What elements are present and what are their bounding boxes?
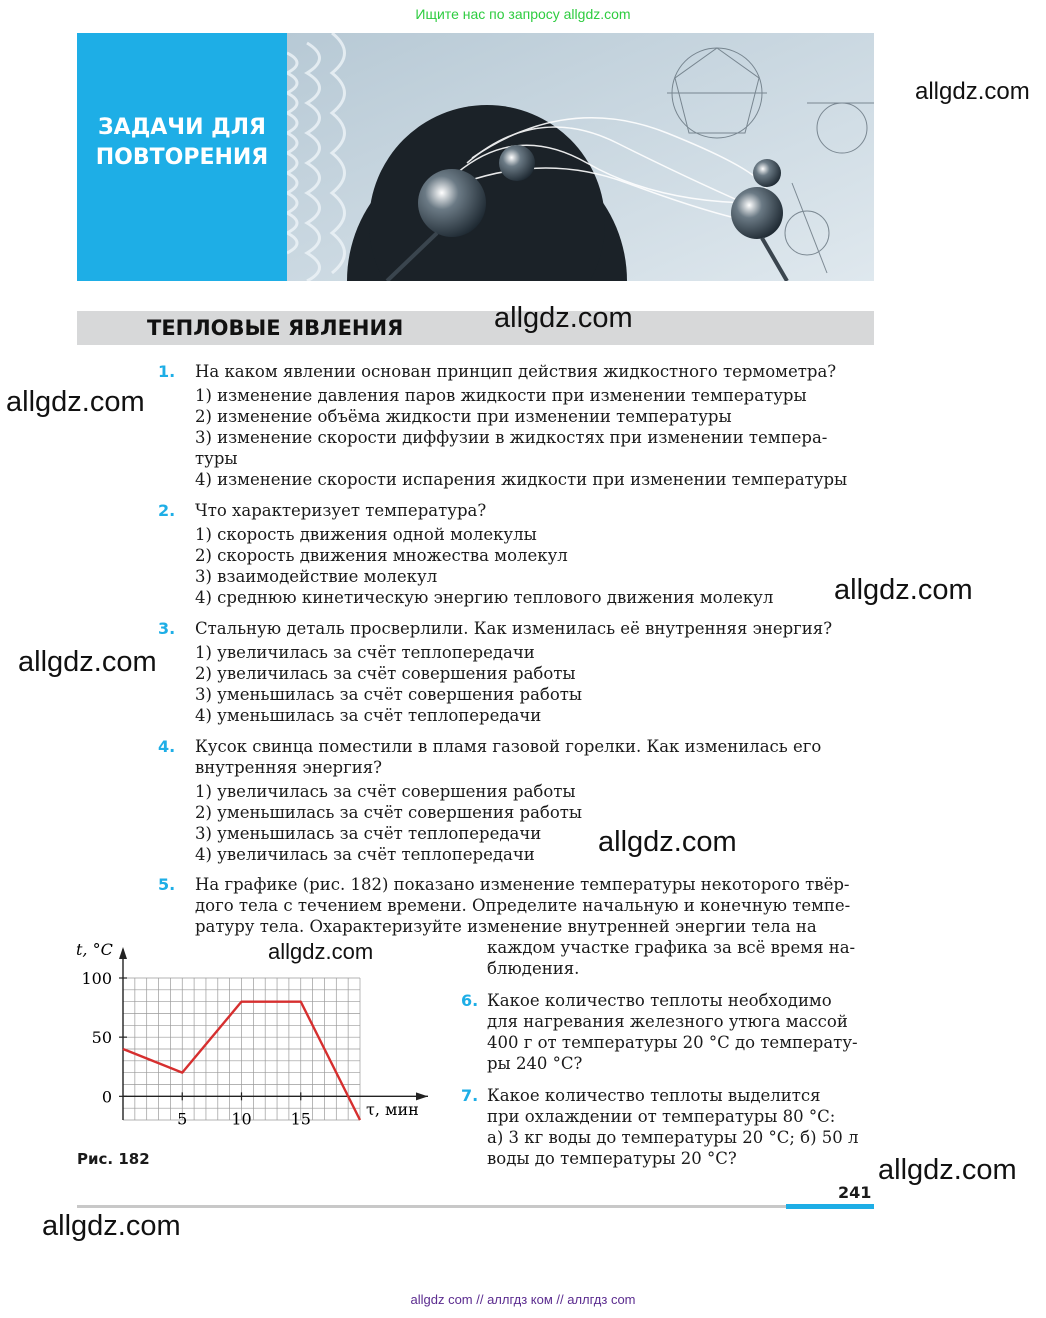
banner-art-svg [287, 33, 874, 281]
watermark: allgdz.com [18, 646, 157, 678]
bottom-links[interactable]: allgdz com // аллгдз ком // аллгдз com [410, 1292, 636, 1307]
watermark: allgdz.com [915, 78, 1030, 105]
answer-option: 2) увеличилась за счёт совершения работы [195, 664, 576, 683]
question-text: воды до температуры 20 °С? [487, 1149, 737, 1168]
x-tick-label: 10 [231, 1109, 252, 1129]
question-text: Стальную деталь просверлили. Как изменилась её внутренняя энергия? [195, 619, 833, 638]
question-number: 4. [158, 737, 176, 756]
question-text: ры 240 °С? [487, 1054, 583, 1073]
question-text: Какое количество теплоты необходимо [487, 991, 832, 1010]
figure-caption: Рис. 182 [77, 1150, 150, 1168]
banner-title-line1: ЗАДАЧИ ДЛЯ [98, 115, 266, 140]
question-text: Что характеризует температура? [195, 501, 487, 520]
x-axis-label: τ, мин [366, 1100, 419, 1119]
question-number: 5. [158, 875, 176, 894]
question-text: На каком явлении основан принцип действия жидкостного термометра? [195, 362, 837, 381]
answer-option: 1) изменение давления паров жидкости при изменении температуры [195, 386, 807, 405]
watermark: allgdz.com [834, 574, 973, 606]
temperature-time-chart [70, 935, 440, 1140]
question-text: Какое количество теплоты выделится [487, 1086, 821, 1105]
y-tick-label: 50 [91, 1028, 112, 1048]
watermark: allgdz.com [268, 939, 374, 964]
question-text: каждом участке графика за всё время на- [487, 938, 856, 957]
y-axis-label: t, °C [76, 940, 113, 959]
section-header [77, 311, 874, 345]
question-number: 6. [461, 991, 479, 1010]
banner-title [77, 113, 287, 173]
y-tick-label: 100 [81, 969, 112, 988]
question-text: внутренняя энергия? [195, 758, 382, 777]
question-text: блюдения. [487, 959, 580, 978]
answer-option: 1) увеличилась за счёт совершения работы [195, 782, 576, 801]
watermark: allgdz.com [878, 1154, 1017, 1186]
answer-option: 3) уменьшилась за счёт совершения работы [195, 685, 583, 704]
question-text: при охлаждении от температуры 80 °С: [487, 1107, 836, 1126]
question-number: 2. [158, 501, 176, 520]
chart-axes [119, 947, 428, 1120]
answer-option: 2) скорость движения множества молекул [195, 546, 568, 565]
question-text: а) 3 кг воды до температуры 20 °С; б) 50 л [487, 1128, 859, 1147]
answer-option: 1) скорость движения одной молекулы [195, 525, 537, 544]
question-text: для нагревания железного утюга массой [487, 1012, 848, 1031]
page-number: 241 [838, 1183, 872, 1202]
watermark: allgdz.com [598, 826, 737, 858]
top-search-link[interactable]: Ищите нас по запросу allgdz.com [415, 6, 631, 22]
footer-accent [786, 1204, 874, 1209]
answer-option: 1) увеличилась за счёт теплопередачи [195, 643, 535, 662]
banner-title-line2: ПОВТОРЕНИЯ [95, 145, 269, 170]
question-text: ратуру тела. Охарактеризуйте изменение внутренней энергии тела на [195, 917, 817, 936]
x-tick-label: 15 [290, 1109, 311, 1129]
section-title: ТЕПЛОВЫЕ ЯВЛЕНИЯ [147, 316, 404, 340]
y-tick-label: 0 [101, 1087, 112, 1107]
answer-option: 4) изменение скорости испарения жидкости при изменении температуры [195, 470, 848, 489]
question-text: На графике (рис. 182) показано изменение температуры некоторого твёр- [195, 875, 850, 894]
x-tick-label: 5 [177, 1109, 188, 1129]
physics-collage-image [287, 33, 874, 281]
chapter-banner [77, 33, 874, 281]
y-axis-arrow [119, 947, 127, 959]
answer-option: 4) среднюю кинетическую энергию теплового движения молекул [195, 588, 774, 607]
answer-option: 3) взаимодействие молекул [195, 567, 438, 586]
answer-option: 2) уменьшилась за счёт совершения работы [195, 803, 583, 822]
watermark: allgdz.com [42, 1210, 181, 1242]
question-text: дого тела с течением времени. Определите начальную и конечную темпе- [195, 896, 851, 915]
answer-option: 3) изменение скорости диффузии в жидкостях при изменении темпера- [195, 428, 828, 447]
answer-option: туры [195, 449, 238, 468]
footer-rule [77, 1205, 786, 1208]
answer-option: 3) уменьшилась за счёт теплопередачи [195, 824, 542, 843]
answer-option: 4) увеличилась за счёт теплопередачи [195, 845, 535, 864]
question-text: 400 г от температуры 20 °С до температу- [487, 1033, 858, 1052]
question-number: 1. [158, 362, 176, 381]
question-number: 3. [158, 619, 176, 638]
watermark: allgdz.com [494, 302, 633, 334]
question-text: Кусок свинца поместили в пламя газовой горелки. Как изменилась его [195, 737, 822, 756]
watermark: allgdz.com [6, 386, 145, 418]
answer-option: 4) уменьшилась за счёт теплопередачи [195, 706, 542, 725]
question-number: 7. [461, 1086, 479, 1105]
answer-option: 2) изменение объёма жидкости при изменении температуры [195, 407, 732, 426]
